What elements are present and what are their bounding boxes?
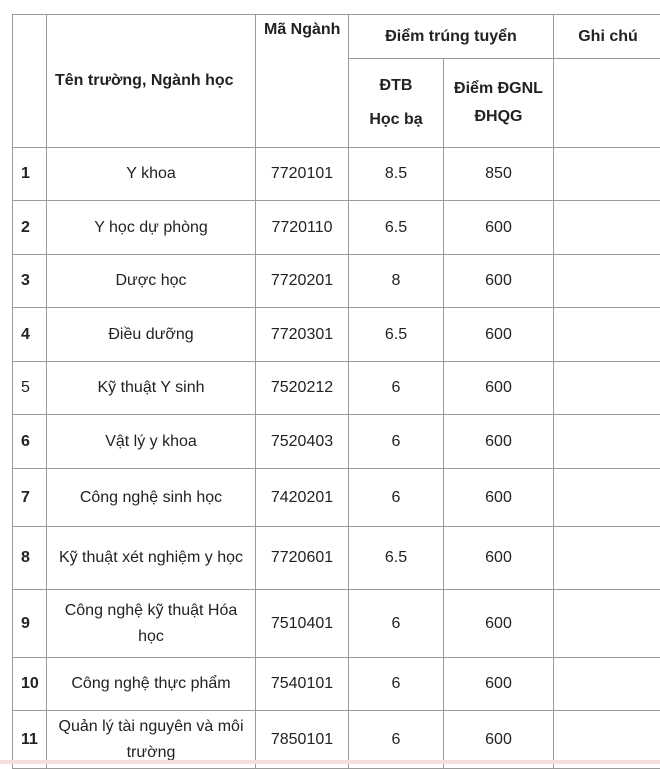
dgnl-score: 850 — [444, 148, 554, 201]
header-dtb-line2: Học bạ — [353, 107, 439, 133]
row-number: 3 — [13, 255, 47, 308]
major-code: 7720110 — [256, 201, 349, 255]
major-code: 7720201 — [256, 255, 349, 308]
major-name: Công nghệ sinh học — [47, 469, 256, 527]
table-row — [13, 590, 660, 658]
gpa-score: 6 — [349, 711, 444, 769]
major-code: 7720601 — [256, 527, 349, 590]
major-code: 7420201 — [256, 469, 349, 527]
note-cell — [554, 658, 660, 711]
gpa-score: 6.5 — [349, 308, 444, 362]
row-number: 7 — [13, 469, 47, 527]
row-number: 4 — [13, 308, 47, 362]
gpa-score: 6 — [349, 415, 444, 469]
table-row — [13, 255, 660, 308]
dgnl-score: 600 — [444, 308, 554, 362]
row-number: 2 — [13, 201, 47, 255]
gpa-score: 6 — [349, 658, 444, 711]
gpa-score: 6 — [349, 469, 444, 527]
header-code-cell: Mã Ngành — [256, 15, 349, 148]
row-number: 10 — [13, 658, 47, 711]
page-bottom-stripe — [0, 760, 660, 764]
dgnl-score: 600 — [444, 362, 554, 415]
dgnl-score: 600 — [444, 415, 554, 469]
major-name: Điều dưỡng — [47, 308, 256, 362]
major-name: Y khoa — [47, 148, 256, 201]
dgnl-score: 600 — [444, 469, 554, 527]
note-cell — [554, 362, 660, 415]
header-name-cell: Tên trường, Ngành học — [47, 15, 256, 148]
note-cell — [554, 590, 660, 658]
gpa-score: 8.5 — [349, 148, 444, 201]
major-name: Công nghệ thực phẩm — [47, 658, 256, 711]
major-name: Vật lý y khoa — [47, 415, 256, 469]
admission-scores-table — [12, 14, 660, 769]
note-cell — [554, 469, 660, 527]
table-row — [13, 201, 660, 255]
row-number: 6 — [13, 415, 47, 469]
header-no-cell — [13, 15, 47, 148]
table-body — [13, 15, 660, 769]
major-name: Kỹ thuật Y sinh — [47, 362, 256, 415]
header-dtb-cell — [349, 59, 444, 148]
gpa-score: 6 — [349, 362, 444, 415]
row-number: 1 — [13, 148, 47, 201]
major-name: Dược học — [47, 255, 256, 308]
table-row — [13, 527, 660, 590]
gpa-score: 6.5 — [349, 527, 444, 590]
table-row — [13, 148, 660, 201]
row-number: 9 — [13, 590, 47, 658]
dgnl-score: 600 — [444, 255, 554, 308]
header-score-group-cell: Điểm trúng tuyển — [349, 15, 554, 59]
major-name: Công nghệ kỹ thuật Hóa học — [47, 590, 256, 658]
major-code: 7720301 — [256, 308, 349, 362]
note-cell — [554, 148, 660, 201]
major-name: Quản lý tài nguyên và môi trường — [47, 711, 256, 769]
row-number: 5 — [13, 362, 47, 415]
table-row — [13, 415, 660, 469]
note-cell — [554, 308, 660, 362]
major-code: 7520212 — [256, 362, 349, 415]
table-row — [13, 469, 660, 527]
gpa-score: 8 — [349, 255, 444, 308]
header-dtb-line1: ĐTB — [353, 73, 439, 99]
gpa-score: 6.5 — [349, 201, 444, 255]
gpa-score: 6 — [349, 590, 444, 658]
note-cell — [554, 527, 660, 590]
note-cell — [554, 255, 660, 308]
major-code: 7540101 — [256, 658, 349, 711]
table-row — [13, 362, 660, 415]
dgnl-score: 600 — [444, 590, 554, 658]
header-dgnl-cell — [444, 59, 554, 148]
row-number: 11 — [13, 711, 47, 769]
header-row-top — [13, 15, 660, 59]
major-name: Kỹ thuật xét nghiệm y học — [47, 527, 256, 590]
dgnl-score: 600 — [444, 711, 554, 769]
major-code: 7850101 — [256, 711, 349, 769]
major-name: Y học dự phòng — [47, 201, 256, 255]
note-cell — [554, 201, 660, 255]
table-row — [13, 658, 660, 711]
header-dgnl-line1: Điểm ĐGNL — [448, 76, 549, 102]
major-code: 7510401 — [256, 590, 349, 658]
note-cell — [554, 415, 660, 469]
dgnl-score: 600 — [444, 658, 554, 711]
major-code: 7720101 — [256, 148, 349, 201]
header-notes-blank-cell — [554, 59, 660, 148]
row-number: 8 — [13, 527, 47, 590]
header-dgnl-line2: ĐHQG — [448, 104, 549, 130]
header-notes-cell: Ghi chú — [554, 15, 660, 59]
major-code: 7520403 — [256, 415, 349, 469]
dgnl-score: 600 — [444, 201, 554, 255]
dgnl-score: 600 — [444, 527, 554, 590]
table-row — [13, 308, 660, 362]
